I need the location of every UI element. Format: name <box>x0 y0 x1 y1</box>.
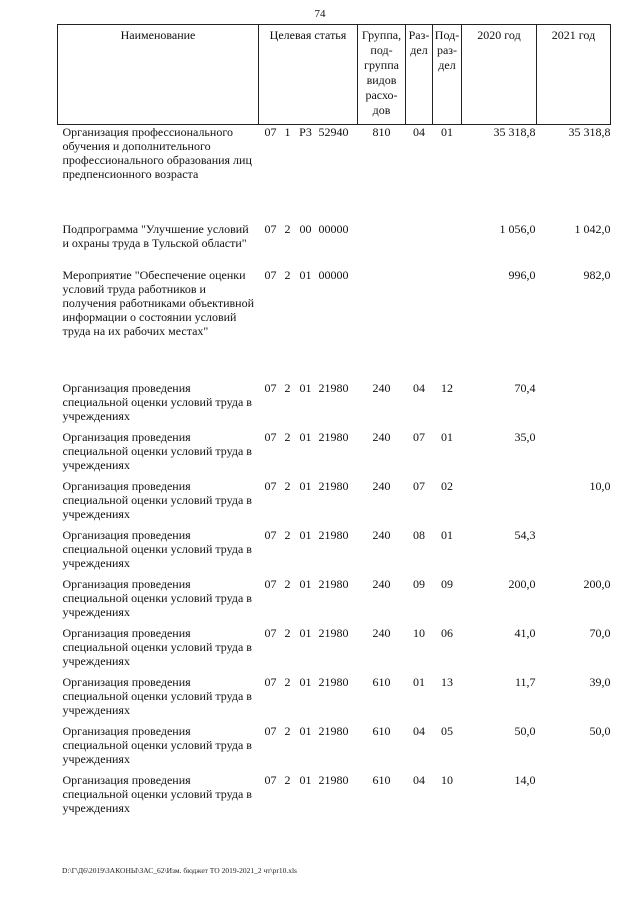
row-subsection: 13 <box>441 674 453 689</box>
row-subsection: 09 <box>441 576 453 591</box>
row-amount-2020: 11,7 <box>514 674 536 689</box>
row-name: Подпрограмма "Улучшение условий и охраны труда в Тульской области" <box>62 221 249 250</box>
row-target-article <box>259 268 358 381</box>
header-group: Группа, под- группа видов расхо- дов <box>358 25 406 125</box>
row-subsection: 01 <box>441 527 453 542</box>
row-target-article <box>259 430 358 479</box>
table-header-row <box>58 25 611 125</box>
table-row <box>58 381 611 430</box>
row-section <box>406 268 433 381</box>
target-article-part: 21980 <box>318 625 349 640</box>
target-article-part: 07 <box>264 380 277 395</box>
row-amount-2021 <box>537 430 611 479</box>
row-name: Организация проведения специальной оценки условий труда в учреждениях <box>62 772 252 815</box>
row-name: Организация проведения специальной оценки условий труда в учреждениях <box>62 527 252 570</box>
target-article-part: 2 <box>284 380 291 395</box>
table-row <box>58 773 611 822</box>
row-section: 09 <box>413 576 425 591</box>
row-amount-2020: 35,0 <box>514 429 536 444</box>
row-subsection: 10 <box>441 772 453 787</box>
table-body <box>58 125 611 822</box>
row-amount-2021: 1 042,0 <box>574 221 611 236</box>
target-article-part: 07 <box>264 267 277 282</box>
row-target-article <box>259 125 358 222</box>
table-row <box>58 724 611 773</box>
target-article-part: 21980 <box>318 723 349 738</box>
row-amount-2021 <box>537 381 611 430</box>
row-target-article <box>259 773 358 822</box>
row-amount-2021: 39,0 <box>589 674 611 689</box>
target-article-part: 01 <box>299 576 312 591</box>
row-name: Организация профессионального обучения и дополнительного профессионального образования лиц предпенсионного возраста <box>62 125 252 181</box>
target-article-part: 21980 <box>318 674 349 689</box>
table-row <box>58 268 611 381</box>
target-article-part: 2 <box>284 429 291 444</box>
target-article-part: 01 <box>299 429 312 444</box>
header-section: Раз- дел <box>406 25 433 125</box>
target-article-part: 07 <box>264 576 277 591</box>
target-article-part: 2 <box>284 723 291 738</box>
target-article-part: 01 <box>299 527 312 542</box>
row-target-article <box>259 724 358 773</box>
row-amount-2020: 1 056,0 <box>499 221 536 236</box>
target-article-part: 2 <box>284 625 291 640</box>
row-section: 08 <box>413 527 425 542</box>
header-name: Наименование <box>58 25 259 125</box>
target-article-part: 2 <box>284 478 291 493</box>
target-article-part: 21980 <box>318 576 349 591</box>
target-article-part: 21980 <box>318 772 349 787</box>
row-name: Организация проведения специальной оценки условий труда в учреждениях <box>62 478 252 521</box>
target-article-part: Р3 <box>299 125 312 139</box>
row-subsection: 01 <box>441 429 453 444</box>
target-article-part: 01 <box>299 772 312 787</box>
header-target-article: Целевая статья <box>259 25 358 125</box>
table-row <box>58 675 611 724</box>
row-amount-2020: 50,0 <box>514 723 536 738</box>
row-section: 04 <box>413 380 425 395</box>
target-article-part: 00000 <box>318 221 349 236</box>
target-article-part: 2 <box>284 267 291 282</box>
row-expense-group: 810 <box>372 125 391 139</box>
table-row <box>58 528 611 577</box>
row-amount-2020: 14,0 <box>514 772 536 787</box>
table-row <box>58 125 611 222</box>
row-subsection: 06 <box>441 625 453 640</box>
row-amount-2020 <box>462 479 537 528</box>
page-number: 74 <box>314 8 326 20</box>
row-expense-group: 240 <box>372 576 391 591</box>
footer-file-path: D:\Г\Д6\2019\ЗАКОНЫ\ЗАС_62\Изм. бюджет ТО 2019-2021_2 чт\pr10.xls <box>62 866 297 875</box>
row-amount-2021: 35 318,8 <box>568 125 611 139</box>
row-expense-group: 610 <box>372 723 391 738</box>
target-article-part: 07 <box>264 429 277 444</box>
row-target-article <box>259 528 358 577</box>
row-subsection: 01 <box>441 125 453 139</box>
row-section: 01 <box>413 674 425 689</box>
row-expense-group <box>358 268 406 381</box>
row-expense-group: 610 <box>372 772 391 787</box>
target-article-part: 07 <box>264 527 277 542</box>
target-article-part: 07 <box>264 625 277 640</box>
row-amount-2020: 54,3 <box>514 527 536 542</box>
row-amount-2020: 41,0 <box>514 625 536 640</box>
header-subsection: Под- раз- дел <box>433 25 462 125</box>
row-amount-2021: 70,0 <box>589 625 611 640</box>
target-article-part: 2 <box>284 772 291 787</box>
table-row <box>58 626 611 675</box>
row-section: 10 <box>413 625 425 640</box>
table-row <box>58 430 611 479</box>
target-article-part: 2 <box>284 674 291 689</box>
target-article-part: 07 <box>264 723 277 738</box>
row-subsection <box>433 268 462 381</box>
target-article-part: 01 <box>299 478 312 493</box>
row-target-article <box>259 675 358 724</box>
row-name: Организация проведения специальной оценки условий труда в учреждениях <box>62 723 252 766</box>
row-section: 04 <box>413 125 425 139</box>
row-amount-2021: 50,0 <box>589 723 611 738</box>
row-expense-group <box>358 222 406 268</box>
target-article-part: 01 <box>299 674 312 689</box>
row-name: Организация проведения специальной оценки условий труда в учреждениях <box>62 625 252 668</box>
row-target-article <box>259 577 358 626</box>
row-expense-group: 610 <box>372 674 391 689</box>
row-section <box>406 222 433 268</box>
row-subsection: 02 <box>441 478 453 493</box>
target-article-part: 07 <box>264 478 277 493</box>
row-amount-2021: 982,0 <box>583 267 611 282</box>
row-target-article <box>259 222 358 268</box>
target-article-part: 21980 <box>318 527 349 542</box>
target-article-part: 01 <box>299 723 312 738</box>
target-article-part: 21980 <box>318 478 349 493</box>
row-target-article <box>259 381 358 430</box>
budget-table <box>57 24 611 822</box>
target-article-part: 07 <box>264 674 277 689</box>
row-section: 07 <box>413 429 425 444</box>
target-article-part: 52940 <box>318 125 349 139</box>
row-expense-group: 240 <box>372 478 391 493</box>
target-article-part: 2 <box>284 576 291 591</box>
row-target-article <box>259 479 358 528</box>
target-article-part: 00 <box>299 221 312 236</box>
table-row <box>58 577 611 626</box>
header-year-2020: 2020 год <box>462 25 537 125</box>
row-amount-2021: 10,0 <box>589 478 611 493</box>
row-name: Организация проведения специальной оценки условий труда в учреждениях <box>62 576 252 619</box>
row-expense-group: 240 <box>372 429 391 444</box>
target-article-part: 01 <box>299 625 312 640</box>
row-amount-2020: 35 318,8 <box>493 125 536 139</box>
row-amount-2020: 200,0 <box>508 576 536 591</box>
row-amount-2020: 996,0 <box>508 267 536 282</box>
row-amount-2021 <box>537 773 611 822</box>
row-subsection <box>433 222 462 268</box>
row-subsection: 05 <box>441 723 453 738</box>
row-amount-2020: 70,4 <box>514 380 536 395</box>
target-article-part: 07 <box>264 125 277 139</box>
target-article-part: 00000 <box>318 267 349 282</box>
header-year-2021: 2021 год <box>537 25 611 125</box>
target-article-part: 21980 <box>318 380 349 395</box>
target-article-part: 01 <box>299 380 312 395</box>
row-name: Организация проведения специальной оценки условий труда в учреждениях <box>62 674 252 717</box>
row-amount-2021 <box>537 528 611 577</box>
target-article-part: 1 <box>284 125 291 139</box>
row-expense-group: 240 <box>372 527 391 542</box>
target-article-part: 2 <box>284 221 291 236</box>
table-row <box>58 222 611 268</box>
target-article-part: 01 <box>299 267 312 282</box>
target-article-part: 2 <box>284 527 291 542</box>
target-article-part: 07 <box>264 772 277 787</box>
row-name: Организация проведения специальной оценки условий труда в учреждениях <box>62 380 252 423</box>
row-section: 07 <box>413 478 425 493</box>
row-section: 04 <box>413 772 425 787</box>
target-article-part: 21980 <box>318 429 349 444</box>
row-target-article <box>259 626 358 675</box>
row-name: Организация проведения специальной оценки условий труда в учреждениях <box>62 429 252 472</box>
table-row <box>58 479 611 528</box>
row-section: 04 <box>413 723 425 738</box>
row-name: Мероприятие "Обеспечение оценки условий труда работников и получения работниками объективной информации о состоянии условий труда на их рабочих местах" <box>62 267 255 338</box>
target-article-part: 07 <box>264 221 277 236</box>
row-expense-group: 240 <box>372 625 391 640</box>
row-amount-2021: 200,0 <box>583 576 611 591</box>
row-expense-group: 240 <box>372 380 391 395</box>
row-subsection: 12 <box>441 380 453 395</box>
